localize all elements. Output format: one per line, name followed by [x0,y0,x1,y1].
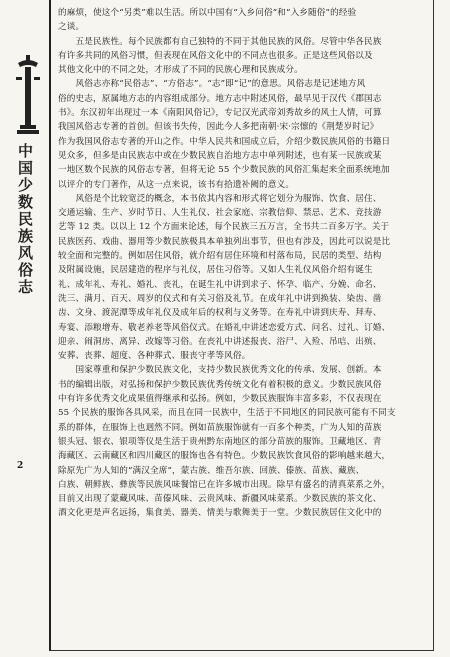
text-line: 俗的史志，原属地方志的内容组成部分。地方志中附述风俗，最早见于汉代《郡国志 [58,93,382,104]
ornamental-pillar-icon [14,55,42,135]
text-line: 有许多共同的风俗习惯，但表现在风俗文化中的不同点也很多。正是这些风俗以及 [58,50,373,61]
text-line: 及附属设施，民居建造的程序与礼仪，居住习俗等。又如人生礼仪风俗介绍有诞生 [58,265,373,276]
book-title-vertical: 中国少数民族风俗志 [16,143,34,296]
text-line: 系的群体，在服饰上也迥然不同。例如苗族服饰就有一百多个种类，广为人知的苗族 [58,422,382,433]
text-line: 艺等 12 类。以以上 12 个方面来论述，每个民族三五万言，全书共二百多万字。关于 [58,222,390,233]
page-number: 2 [17,461,24,471]
body-text [58,6,424,646]
text-line: 作为我国风俗志专著的开山之作。中华人民共和国成立后，介绍少数民族风俗的书籍日 [58,136,391,147]
text-line: 寿宴、添粮增寿、敬老养老等风俗仪式。在婚礼中讲述恋爱方式、问名、过礼、订婚、 [58,322,391,333]
text-line: 海藏区、云南藏区和四川藏区的服饰也各有特色。少数民族饮食风俗的影响越来越大， [58,451,391,462]
text-line: 一地区数个民族的风俗志专著，但将无论 55 个少数民族的风俗汇集起来全面系统地加 [58,165,390,176]
text-line: 齿、文身、渡泥潭等成年礼仪及成年后的权利与义务等。在寿礼中讲到庆寿、拜寿、 [58,308,382,319]
text-line: 安葬、丧葬、超度、各种葬式、服丧守孝等风俗。 [58,351,251,362]
text-line: 国家尊重和保护少数民族文化，支持少数民族优秀文化的传承、发展、创新。本 [58,365,382,376]
text-line: 民族医药、戏曲、器用等少数民族极具本单独列出事节，但也有涉及，因此可以说是比 [58,236,391,247]
text-line: 银头冠、银衣、银项等仪是生活于贵州黔东南地区的部分苗族的服饰。卫藏地区、青 [58,436,382,447]
text-line: 酒文化更是声名远扬，集食美、器美、情美与歌舞美于一堂。少数民族居住文化中的 [58,508,382,519]
text-line: 五是民族性。每个民族都有自己独特的不同于其他民族的风俗。尽管中华各民族 [58,36,382,47]
text-line: 见众多，但多是由民族志中或在少数民族自治地方志中单列附述，也有某一民族或某 [58,150,382,161]
text-line: 的麻烦，使这个“另类”难以生活。所以中国有“入乡问俗”和“入乡随俗”的经验 [58,8,357,18]
text-line: 迎亲、闹洞房、离异、改嫁等习俗。在丧礼中讲述报丧、浴尸、入殓、吊唁、出殡、 [58,336,382,347]
text-line: 中有许多优秀文化成果值得继承和弘扬。例如，少数民族服饰丰富多彩，不仅表现在 [58,394,382,405]
text-line: 我国风俗志专著的首创。但该书失传，因此今人多把南朝·宋·宗懔的《荆楚岁时记》 [58,122,379,133]
text-line: 除原先广为人知的“满汉全席”，蒙古族、维吾尔族、回族、傣族、苗族、藏族、 [58,465,365,476]
text-line: 以评介的专门著作，从这一点来说，该书有拾遗补阙的意义。 [58,179,295,190]
text-line: 洗三、满月、百天、周岁的仪式和有关习俗及礼节。在成年礼中讲到换装、染齿、凿 [58,293,382,304]
text-line: 交通运输、生产、岁时节日、人生礼仪、社会家庭、宗教信仰、禁忌、艺术、竞技游 [58,208,382,219]
text-line: 目前又出现了蒙藏风味、苗傣风味、云贵风味、新疆风味菜系。少数民族的茶文化、 [58,494,382,505]
text-line: 白族、朝鲜族、彝族等民族风味餐馆已在许多城市出现。除早有盛名的清真菜系之外， [58,479,391,490]
text-line: 书》。东汉初年出现过一本《南阳风俗记》，专记汉光武帝刘秀故乡的风土人情，可算 [58,108,382,119]
text-line: 55 个民族的服饰各具风采，而且在同一民族中，生活于不同地区的同民族可能有不同支 [58,408,396,419]
text-line: 风俗是个比较宽泛的概念，本书依其内容和形式将它划分为服饰、饮食、居住、 [58,193,382,204]
text-line: 之谈。 [58,22,85,33]
text-line: 风俗志亦称“民俗志”、“方俗志”。“志”即“记”的意思。风俗志是记述地方风 [58,79,366,90]
text-line: 其他文化中的不同之处，才形成了不同的民族心理和民族成分。 [58,65,303,76]
text-line: 礼、成年礼、寿礼、婚礼、丧礼，在诞生礼中讲到求子、怀孕、临产、分娩、命名、 [58,279,382,290]
text-line: 较全面和完整的。例如居住风俗，就介绍有居住环境和村落布局，民居的类型、结构 [58,251,382,262]
text-line: 书的编辑出版，对弘扬和保护少数民族优秀传统文化有着积极的意义。少数民族风俗 [58,379,382,390]
